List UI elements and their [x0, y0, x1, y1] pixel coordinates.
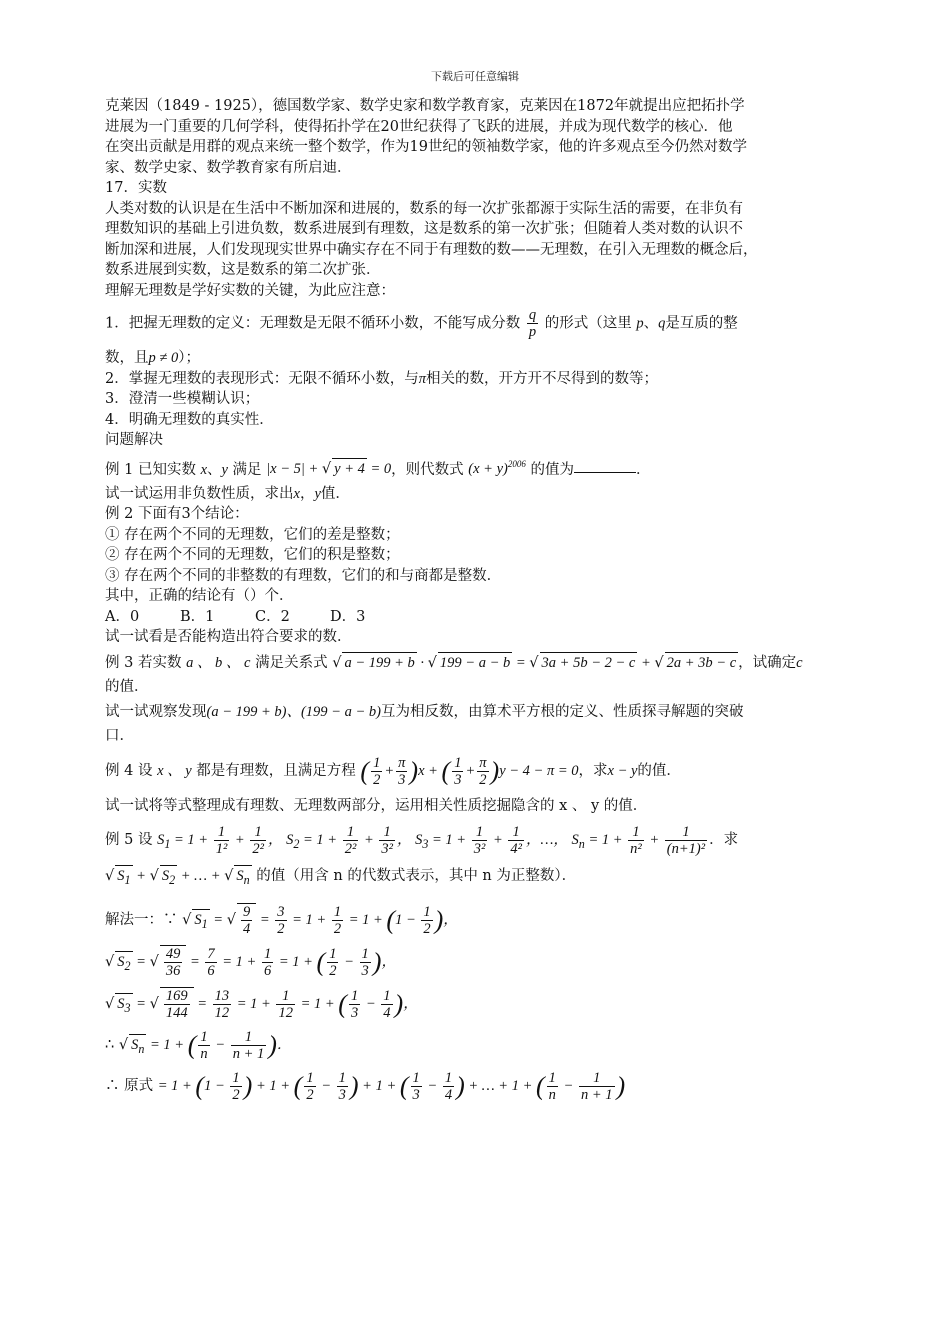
- example-1: [105, 455, 845, 480]
- text: 的值（用含 n 的代数式表示，其中 n 为正整数）．: [256, 868, 577, 885]
- root-s3: √ $S_3$ = √ $\frac{169}{144}$ = $\frac{13}{12}$ = 1 + $\frac{1}{12}$ = 1 + ( $\frac{1}{3}$ − $\frac{1}{4}$ )，: [105, 987, 418, 1021]
- text: ，试确定: [738, 654, 797, 671]
- text: 试一试观察发现: [105, 703, 207, 720]
- root-s1: √ $S_1$ = √ $\frac{9}{4}$ = $\frac{3}{2}$ = 1 + $\frac{1}{2}$ = 1 + (1 − $\frac{1}{2}$ )，: [182, 903, 458, 937]
- text: 例 3 若实数: [105, 654, 182, 671]
- equation-abs-sqrt: |x − 5| + √ y + 4 = 0: [266, 461, 391, 477]
- option-b[interactable]: B．1: [180, 608, 215, 625]
- root-s2: √ $S_2$ = √ $\frac{49}{36}$ = $\frac{7}{6}$ = 1 + $\frac{1}{6}$ = 1 + ( $\frac{1}{2}$ − $\frac{1}{3}$ )，: [105, 945, 396, 979]
- para-line: 断加深和进展，人们发现现实世界中确实存在不同于有理数的数——无理数，在引入无理数的概念后，: [105, 241, 758, 258]
- example-3-hint-cont: 口．: [105, 728, 134, 745]
- therefore-symbol: ∴: [105, 1077, 120, 1094]
- original-expression: = 1 + (1 − $\frac{1}{2}$ ) + 1 + ( $\frac{1}{2}$ − $\frac{1}{3}$ ) + 1 + ( $\frac{1}{3}$ − $\frac{1}{4}$ ) + … + 1 + ( $\frac{1}{n}$ − $\frac{1}{n + 1}$ ): [157, 1069, 626, 1103]
- example-2-item: ② 存在两个不同的无理数，它们的积是整数；: [105, 547, 400, 564]
- text: 试一试运用非负数性质，求出: [105, 485, 294, 502]
- answer-blank[interactable]: [574, 458, 636, 473]
- text: ）；: [178, 350, 200, 366]
- text: ，则代数式: [391, 461, 464, 478]
- vars-xy: x 、 y: [157, 762, 192, 779]
- para-line: 理数知识的基础上引进负数，数系进展到有理数，这是数系的第一次扩张；但随着人类对数的认识不: [105, 221, 743, 237]
- solution-line-1: [105, 903, 845, 937]
- exponent: 2006: [507, 459, 526, 470]
- option-a[interactable]: A．0: [105, 608, 140, 625]
- expression-pair: (a − 199 + b)、(199 − a − b): [206, 703, 381, 720]
- section-title: 17．实数: [105, 180, 167, 196]
- document-body: [105, 96, 845, 1111]
- text: 满足关系式: [255, 654, 328, 671]
- text: 解法一：∵: [105, 911, 178, 928]
- root-sn: √ $S_n = 1$ + ( $\frac{1}{n}$ − $\frac{1}{n + 1}$ )．: [118, 1028, 292, 1062]
- text: 、: [643, 315, 659, 332]
- example-2-question: 其中，正确的结论有（）个．: [105, 588, 294, 605]
- example-2-hint: 试一试看是否能构造出符合要求的数．: [105, 629, 352, 646]
- example-2-item: ③ 存在两个不同的非整数的有理数，它们的和与商都是整数．: [105, 567, 502, 584]
- math-p-neq-0: p ≠ 0: [148, 350, 179, 366]
- sum-of-roots: √ $S_1$ + √ $S_2$ + … + √ $S_n$: [105, 868, 252, 884]
- solution-line-5: [105, 1070, 845, 1103]
- point-2: [105, 369, 845, 390]
- example-4: [105, 755, 845, 788]
- text: ．: [635, 461, 651, 478]
- text: 1．把握无理数的定义：无理数是无限不循环小数，不能写成分数: [105, 315, 521, 332]
- var-y: y: [314, 485, 321, 502]
- expr-x-minus-y: x − y: [607, 762, 638, 779]
- text: 数，且: [105, 350, 149, 366]
- equation-radicals: √ a − 199 + b · √ 199 − a − b = √ 3a + 5b − 2 − c + √ 2a + 3b − c: [332, 655, 738, 671]
- example-2-options: [105, 607, 845, 628]
- var-x: x: [293, 485, 300, 502]
- text: 的形式（这里: [544, 315, 632, 332]
- example-3: [105, 652, 845, 674]
- text: ，: [299, 485, 315, 502]
- text: 相关的数，开方开不尽得到的数等；: [426, 370, 658, 387]
- point-3: 3．澄清一些模糊认识；: [105, 391, 260, 407]
- var-c: c: [796, 654, 803, 671]
- problems-heading: 问题解决: [105, 432, 163, 448]
- text: 的值为: [530, 461, 574, 478]
- text: 都是有理数，且满足方程: [196, 762, 356, 779]
- vars-abc: a 、 b 、 c: [186, 654, 251, 671]
- text: 2．掌握无理数的表现形式：无限不循环小数，与: [105, 370, 419, 387]
- example-4-hint: 试一试将等式整理成有理数、无理数两部分，运用相关性质挖掘隐含的 x 、 y 的值．: [105, 797, 648, 814]
- option-d[interactable]: D．3: [330, 608, 366, 625]
- example-2-item: ① 存在两个不同的无理数，它们的差是整数；: [105, 526, 400, 543]
- example-3-hint: [105, 702, 845, 723]
- text: 的值．: [637, 762, 681, 779]
- var-y: y: [221, 461, 228, 478]
- para-line: 数系进展到实数，这是数系的第二次扩张．: [105, 262, 381, 278]
- example-2-title: 例 2 下面有3个结论：: [105, 506, 249, 523]
- point-4: 4．明确无理数的真实性．: [105, 411, 274, 428]
- point-1-cont: [105, 348, 845, 369]
- text: 例 1 已知实数: [105, 461, 196, 478]
- text: 例 4 设: [105, 762, 153, 779]
- example-3-cont: 的值．: [105, 679, 149, 696]
- equation-with-pi: ( $\frac{1}{2}$ + $\frac{\pi}{3}$ )x + ( $\frac{1}{3}$ + $\frac{\pi}{2}$ )y − 4 − π = 0: [360, 754, 579, 788]
- attention-intro: 理解无理数是学好实数的关键，为此应注意：: [105, 282, 395, 299]
- var-p: p: [636, 315, 644, 332]
- intro-line: 在突出贡献是用群的观点来统一整个数学，作为19世纪的领袖数学家，他的许多观点至今仍然对数学: [105, 139, 747, 155]
- fraction-q-over-p: $\frac{q}{p}$: [528, 307, 537, 340]
- example-5-cont: [105, 865, 845, 890]
- example-5: [105, 824, 845, 857]
- text: 互为相反数，由算术平方根的定义、性质探寻解题的突破: [380, 703, 744, 720]
- pi-symbol: π: [418, 370, 426, 387]
- solution-line-2: [105, 945, 845, 979]
- expression-power: $(x + y)^{2006}$: [468, 459, 526, 478]
- text: ，求: [578, 762, 608, 779]
- page-header: 下载后可任意编辑: [431, 70, 519, 83]
- therefore-symbol: ∴: [105, 1036, 115, 1053]
- text: ．求: [709, 832, 739, 849]
- text: 是互质的整: [665, 315, 738, 332]
- example-1-hint: [105, 484, 845, 505]
- intro-paragraph: [105, 96, 845, 178]
- para-line: 人类对数的认识是在生活中不断加深和进展的，数系的每一次扩张都源于实际生活的需要，在非负有: [105, 200, 743, 217]
- intro-line: 家、数学史家、数学教育家有所启迪．: [105, 159, 352, 176]
- text: 原式: [124, 1077, 154, 1094]
- var-q: q: [658, 315, 666, 332]
- var-x: x: [200, 461, 207, 478]
- intro-line: 进展为一门重要的几何学科，使得拓扑学在20世纪获得了飞跃的进展，并成为现代数学的核心．他: [105, 118, 733, 135]
- text: 值．: [320, 485, 350, 502]
- solution-line-3: [105, 987, 845, 1021]
- text: 、: [207, 461, 222, 478]
- option-c[interactable]: C．2: [255, 608, 290, 625]
- text: 例 5 设: [105, 832, 153, 849]
- solution-line-4: [105, 1029, 845, 1062]
- series-definitions: $S_1 = 1$ + $\frac{1}{\text{1²}}$ + $\frac{1}{\text{2²}}$ ， $S_2 = 1$ + $\frac{1}{\text{2²}}$ + $\frac{1}{\text{3²}}$ ， $S_3 = 1$ + $\frac{1}{\text{3²}}$ + $\frac{1}{\text{4²}}$ ，…， $S_n = 1$ + $\frac{1}{\text{n²}}$ + $\frac{1}{\text{(n+1)²}}$: [157, 824, 706, 858]
- number-system-paragraph: [105, 199, 845, 281]
- intro-line: 克莱因（1849 - 1925），德国数学家、数学史家和数学教育家，克莱因在1872年就提出应把拓扑学: [105, 98, 745, 114]
- point-1: [105, 307, 845, 340]
- text: 满足: [232, 461, 262, 478]
